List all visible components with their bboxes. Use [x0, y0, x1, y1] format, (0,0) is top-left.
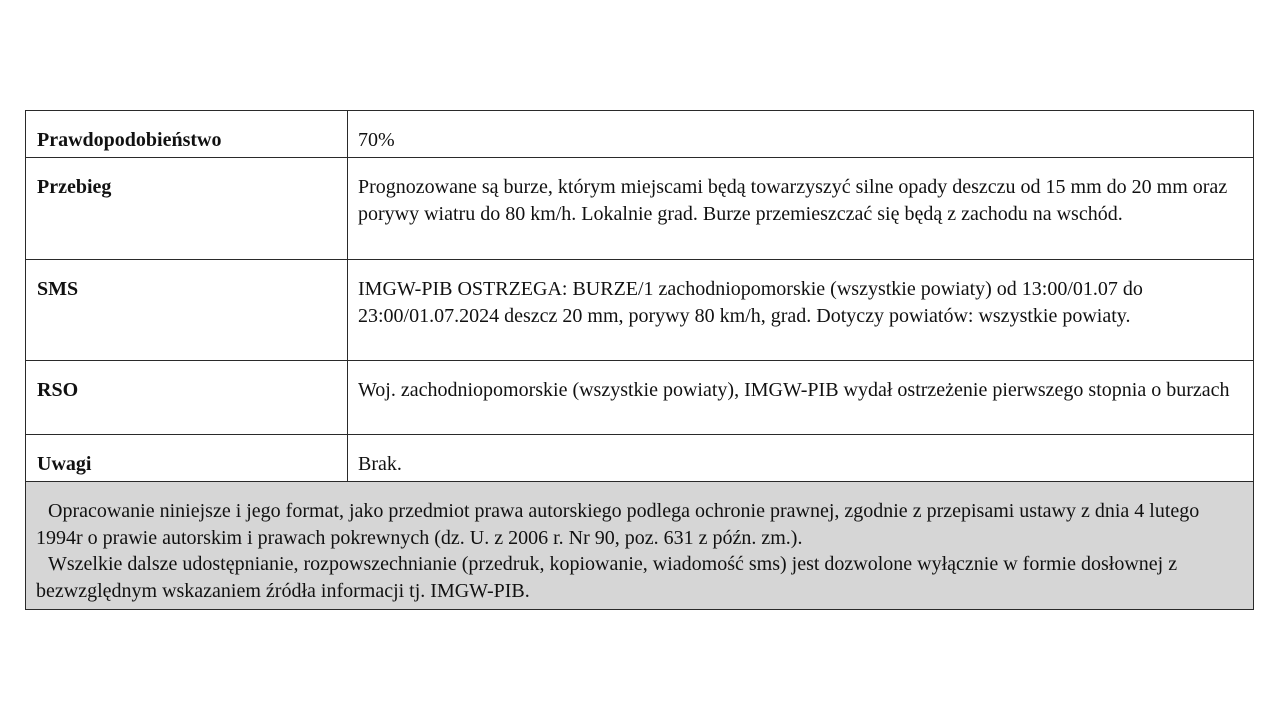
- copyright-paragraph: Opracowanie niniejsze i jego format, jako przedmiot prawa autorskiego podlega ochronie prawnej, zgodnie z przepisami ustawy z dnia 4 lutego 1994r o prawie autorskim i prawach pokrewnych (dz. U. z 2006 r. Nr 90, poz. 631 z późn. zm.).: [36, 500, 1200, 549]
- row-label-sms: SMS: [26, 260, 348, 360]
- copyright-notice: [26, 482, 1253, 609]
- table-row-remarks: [26, 435, 1253, 482]
- row-value-rso: Woj. zachodniopomorskie (wszystkie powiaty), IMGW-PIB wydał ostrzeżenie pierwszego stopnia o burzach: [358, 379, 1230, 401]
- row-value-sms: IMGW-PIB OSTRZEGA: BURZE/1 zachodniopomorskie (wszystkie powiaty) od 13:00/01.07 do 23:00/01.07.2024 deszcz 20 mm, porywy 80 km/h, grad. Dotyczy powiatów: wszystkie powiaty.: [358, 278, 1143, 327]
- row-label-course: Przebieg: [26, 158, 348, 259]
- table-row-probability: [26, 111, 1253, 158]
- warning-details-table: [25, 110, 1254, 610]
- table-row-rso: [26, 361, 1253, 435]
- table-row-sms: [26, 260, 1253, 361]
- distribution-paragraph: Wszelkie dalsze udostępnianie, rozpowszechnianie (przedruk, kopiowanie, wiadomość sms) jest dozwolone wyłącznie w formie dosłownej z bezwzględnym wskazaniem źródła informacji tj. IMGW-PIB.: [36, 553, 1178, 602]
- row-label-rso: RSO: [26, 361, 348, 434]
- table-row-course: [26, 158, 1253, 260]
- row-value-probability: 70%: [358, 129, 395, 151]
- row-value-remarks: Brak.: [358, 453, 402, 475]
- row-label-remarks: Uwagi: [26, 435, 348, 481]
- row-value-course: Prognozowane są burze, którym miejscami będą towarzyszyć silne opady deszczu od 15 mm do 20 mm oraz porywy wiatru do 80 km/h. Lokalnie grad. Burze przemieszczać się będą z zachodu na wschód.: [358, 176, 1228, 225]
- row-label-probability: Prawdopodobieństwo: [26, 111, 348, 157]
